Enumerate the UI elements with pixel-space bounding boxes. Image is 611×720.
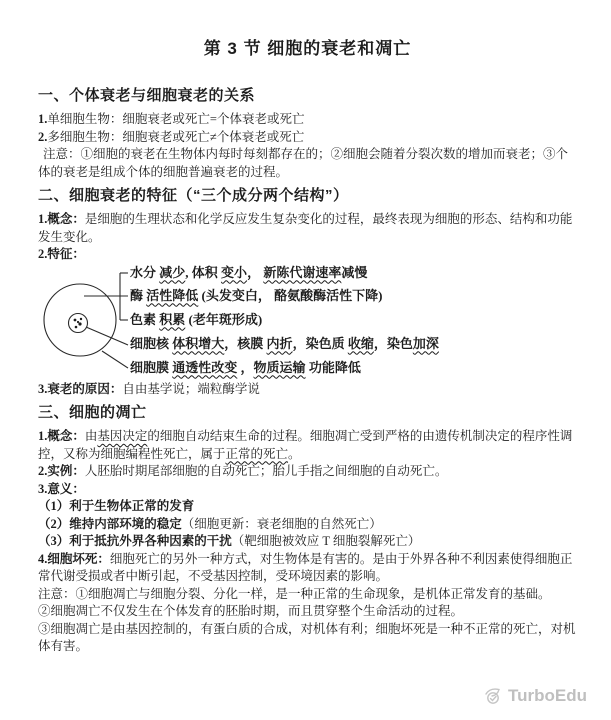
section2-cause	[38, 381, 577, 399]
underlined-term: 收缩	[347, 335, 374, 351]
watermark-label: TurboEdu	[508, 686, 587, 705]
diagram-line-water	[130, 265, 367, 281]
term: ，	[237, 359, 254, 375]
underlined-term: 基因决定	[97, 429, 148, 443]
term: ，染色质	[292, 335, 348, 351]
term: (老年斑形成)	[185, 311, 263, 327]
underlined-term: 体积增大	[172, 335, 225, 351]
page-title: 第 3 节 细胞的衰老和凋亡	[203, 39, 412, 58]
turboedu-logo-icon	[483, 686, 503, 706]
cell-aging-diagram	[38, 264, 577, 377]
section3-meaning-label: 3.意义：	[38, 481, 85, 496]
underlined-term: 变小	[221, 264, 248, 280]
cell-membrane-circle	[44, 284, 116, 356]
diagram-line-membrane	[130, 360, 361, 376]
item-number: 2.	[38, 129, 48, 144]
item-label: 1.概念：	[38, 212, 85, 226]
connector-membrane	[102, 351, 128, 368]
term: 功能降低	[305, 359, 361, 375]
meaning-note: （靶细胞被效应 T 细胞裂解死亡）	[231, 534, 421, 548]
term: , 体积	[185, 264, 222, 280]
underlined-term: 物质运输	[253, 359, 306, 375]
section-3-heading: 三、细胞的凋亡	[38, 404, 147, 421]
item-text: 是细胞的生理状态和化学反应发生复杂变化的过程，最终表现为细胞的形态、结构和功能发生变化。	[38, 212, 573, 244]
item-text: 人胚胎时期尾部细胞的自动死亡；胎儿手指之间细胞的自动死亡。	[84, 464, 448, 478]
underlined-term: 通透性改变	[172, 359, 238, 375]
underlined-term: 加深	[412, 335, 439, 351]
underlined-term: 减少	[159, 264, 186, 280]
item-name: 单细胞生物：	[47, 112, 123, 126]
item-text: 由	[84, 429, 98, 443]
section1-item-multicellular	[38, 129, 577, 147]
term: 水分	[130, 264, 160, 280]
term: 酶	[130, 287, 147, 303]
term: ，	[247, 264, 264, 280]
term: 细胞核	[130, 335, 173, 351]
diagram-line-enzyme	[130, 288, 382, 304]
item-name: 多细胞生物：	[47, 129, 123, 144]
term: (头发变白， 酪氨酸酶活性下降)	[198, 287, 383, 303]
section1-note: 注意：①细胞的衰老在生物体内每时每刻都存在的；②细胞会随着分裂次数的增加而衰老；③个体的衰老是组成个体的细胞普遍衰老的过程。	[38, 147, 569, 179]
term: ，染色	[373, 335, 413, 351]
item-label: 3.衰老的原因：	[38, 381, 123, 396]
diagram-line-pigment	[130, 312, 262, 328]
item-text: 细胞衰老或死亡≠个体衰老或死亡	[122, 129, 305, 144]
section3-meaning-1	[38, 498, 577, 516]
section-1-heading: 一、个体衰老与细胞衰老的关系	[38, 87, 256, 104]
item-text: 自由基学说；端粒酶学说	[122, 381, 260, 396]
section3-meaning-3	[38, 533, 577, 551]
section3-note-3: ③细胞凋亡是由基因控制的，有蛋白质的合成，对机体有利；细胞坏死是一种不正常的死亡，对机体有害。	[38, 621, 576, 653]
item-text: 细胞衰老或死亡=个体衰老或死亡	[122, 112, 305, 126]
section2-concept	[38, 211, 577, 246]
section3-example	[38, 463, 577, 481]
meaning-note: （细胞更新：衰老细胞的自然死亡）	[181, 516, 382, 531]
underlined-term: 正常的死亡	[225, 446, 289, 461]
section-2-heading: 二、细胞衰老的特征（“三个成分两个结构”）	[38, 187, 349, 204]
section3-necrosis	[38, 551, 577, 586]
item-number: 1.	[38, 112, 48, 126]
underlined-term: 积累	[159, 311, 186, 327]
item-text: 。	[288, 446, 301, 461]
connector-nucleus	[86, 327, 128, 345]
underlined-term: 活性降低	[146, 287, 199, 303]
underlined-term: 内折	[266, 335, 293, 351]
section3-meaning-2	[38, 516, 577, 534]
meaning-text: （1）利于生物体正常的发育	[38, 499, 195, 513]
term: 细胞膜	[130, 359, 173, 375]
cell-diagram-art	[38, 267, 130, 377]
watermark	[483, 686, 587, 706]
term: 减慢	[341, 264, 368, 280]
chromatin-speckles	[74, 317, 83, 328]
section3-concept	[38, 428, 577, 463]
item-label: 2.实例：	[38, 464, 85, 478]
meaning-text: （2）维持内部环境的稳定	[38, 516, 182, 531]
section3-note-2: ②细胞凋亡不仅发生在个体发育的胚胎时期，而且贯穿整个生命活动的过程。	[38, 604, 464, 618]
meaning-text: （3）利于抵抗外界各种因素的干扰	[38, 534, 232, 548]
section1-item-unicellular	[38, 111, 577, 129]
section3-note-1: 注意：①细胞凋亡与细胞分裂、分化一样，是一种正常的生命现象，是机体正常发育的基础。	[38, 586, 551, 601]
item-text: 细胞死亡的另外一种方式，对生物体是有害的。是由于外界各种不利因素使得细胞正常代谢受损或者中断引起，不受基因控制，受环境因素的影响。	[38, 551, 573, 583]
term: 色素	[130, 311, 160, 327]
item-label: 4.细胞坏死：	[38, 551, 110, 566]
term: ，核膜	[224, 335, 267, 351]
underlined-term: 新陈代谢速率	[263, 264, 342, 280]
item-label: 1.概念：	[38, 429, 85, 443]
section2-features-label: 2.特征：	[38, 247, 85, 261]
item-text: 的细胞自动结束生命的过程。细胞凋亡受到严格的由遗传机制决定的程序性调控，又称为细胞编程性死亡，属于	[38, 429, 573, 461]
diagram-line-nucleus	[130, 336, 439, 352]
